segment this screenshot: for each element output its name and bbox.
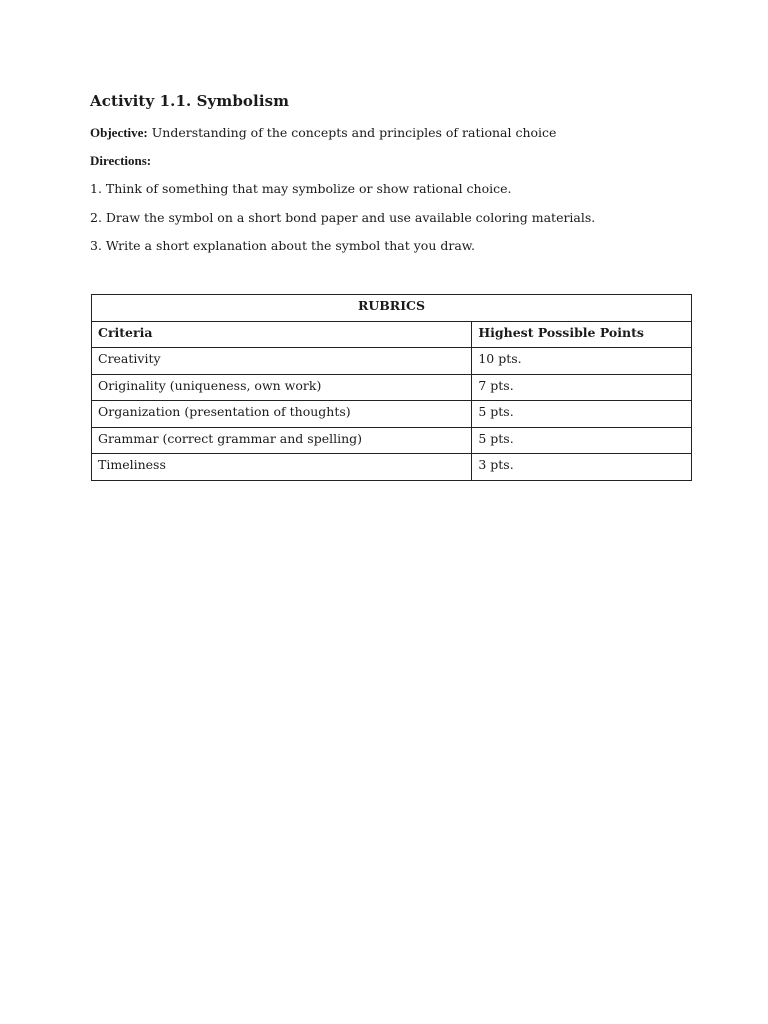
objective-line [90,125,556,141]
direction-step-1: 1. Think of something that may symbolize or show rational choice. [90,181,512,196]
objective-text: Understanding of the concepts and principles of rational choice [147,125,557,140]
criteria-header: Criteria [92,321,472,348]
criteria-cell: Creativity [92,348,472,375]
direction-step-3: 3. Write a short explanation about the symbol that you draw. [90,238,475,253]
table-row [92,454,692,481]
table-row [92,348,692,375]
criteria-cell: Originality (uniqueness, own work) [92,374,472,401]
table-row [92,427,692,454]
criteria-cell: Timeliness [92,454,472,481]
rubrics-title: RUBRICS [92,295,692,322]
activity-title: Activity 1.1. Symbolism [90,92,290,110]
points-header: Highest Possible Points [472,321,692,348]
rubrics-header-row [92,321,692,348]
table-row [92,401,692,428]
objective-label: Objective: [90,125,148,140]
points-cell: 5 pts. [472,427,692,454]
criteria-cell: Grammar (correct grammar and spelling) [92,427,472,454]
criteria-cell: Organization (presentation of thoughts) [92,401,472,428]
points-cell: 5 pts. [472,401,692,428]
rubrics-table [91,294,692,481]
direction-step-2: 2. Draw the symbol on a short bond paper and use available coloring materials. [90,210,596,225]
directions-heading: Directions: [90,153,152,168]
points-cell: 10 pts. [472,348,692,375]
points-cell: 7 pts. [472,374,692,401]
table-row [92,374,692,401]
rubrics-title-row [92,295,692,322]
points-cell: 3 pts. [472,454,692,481]
